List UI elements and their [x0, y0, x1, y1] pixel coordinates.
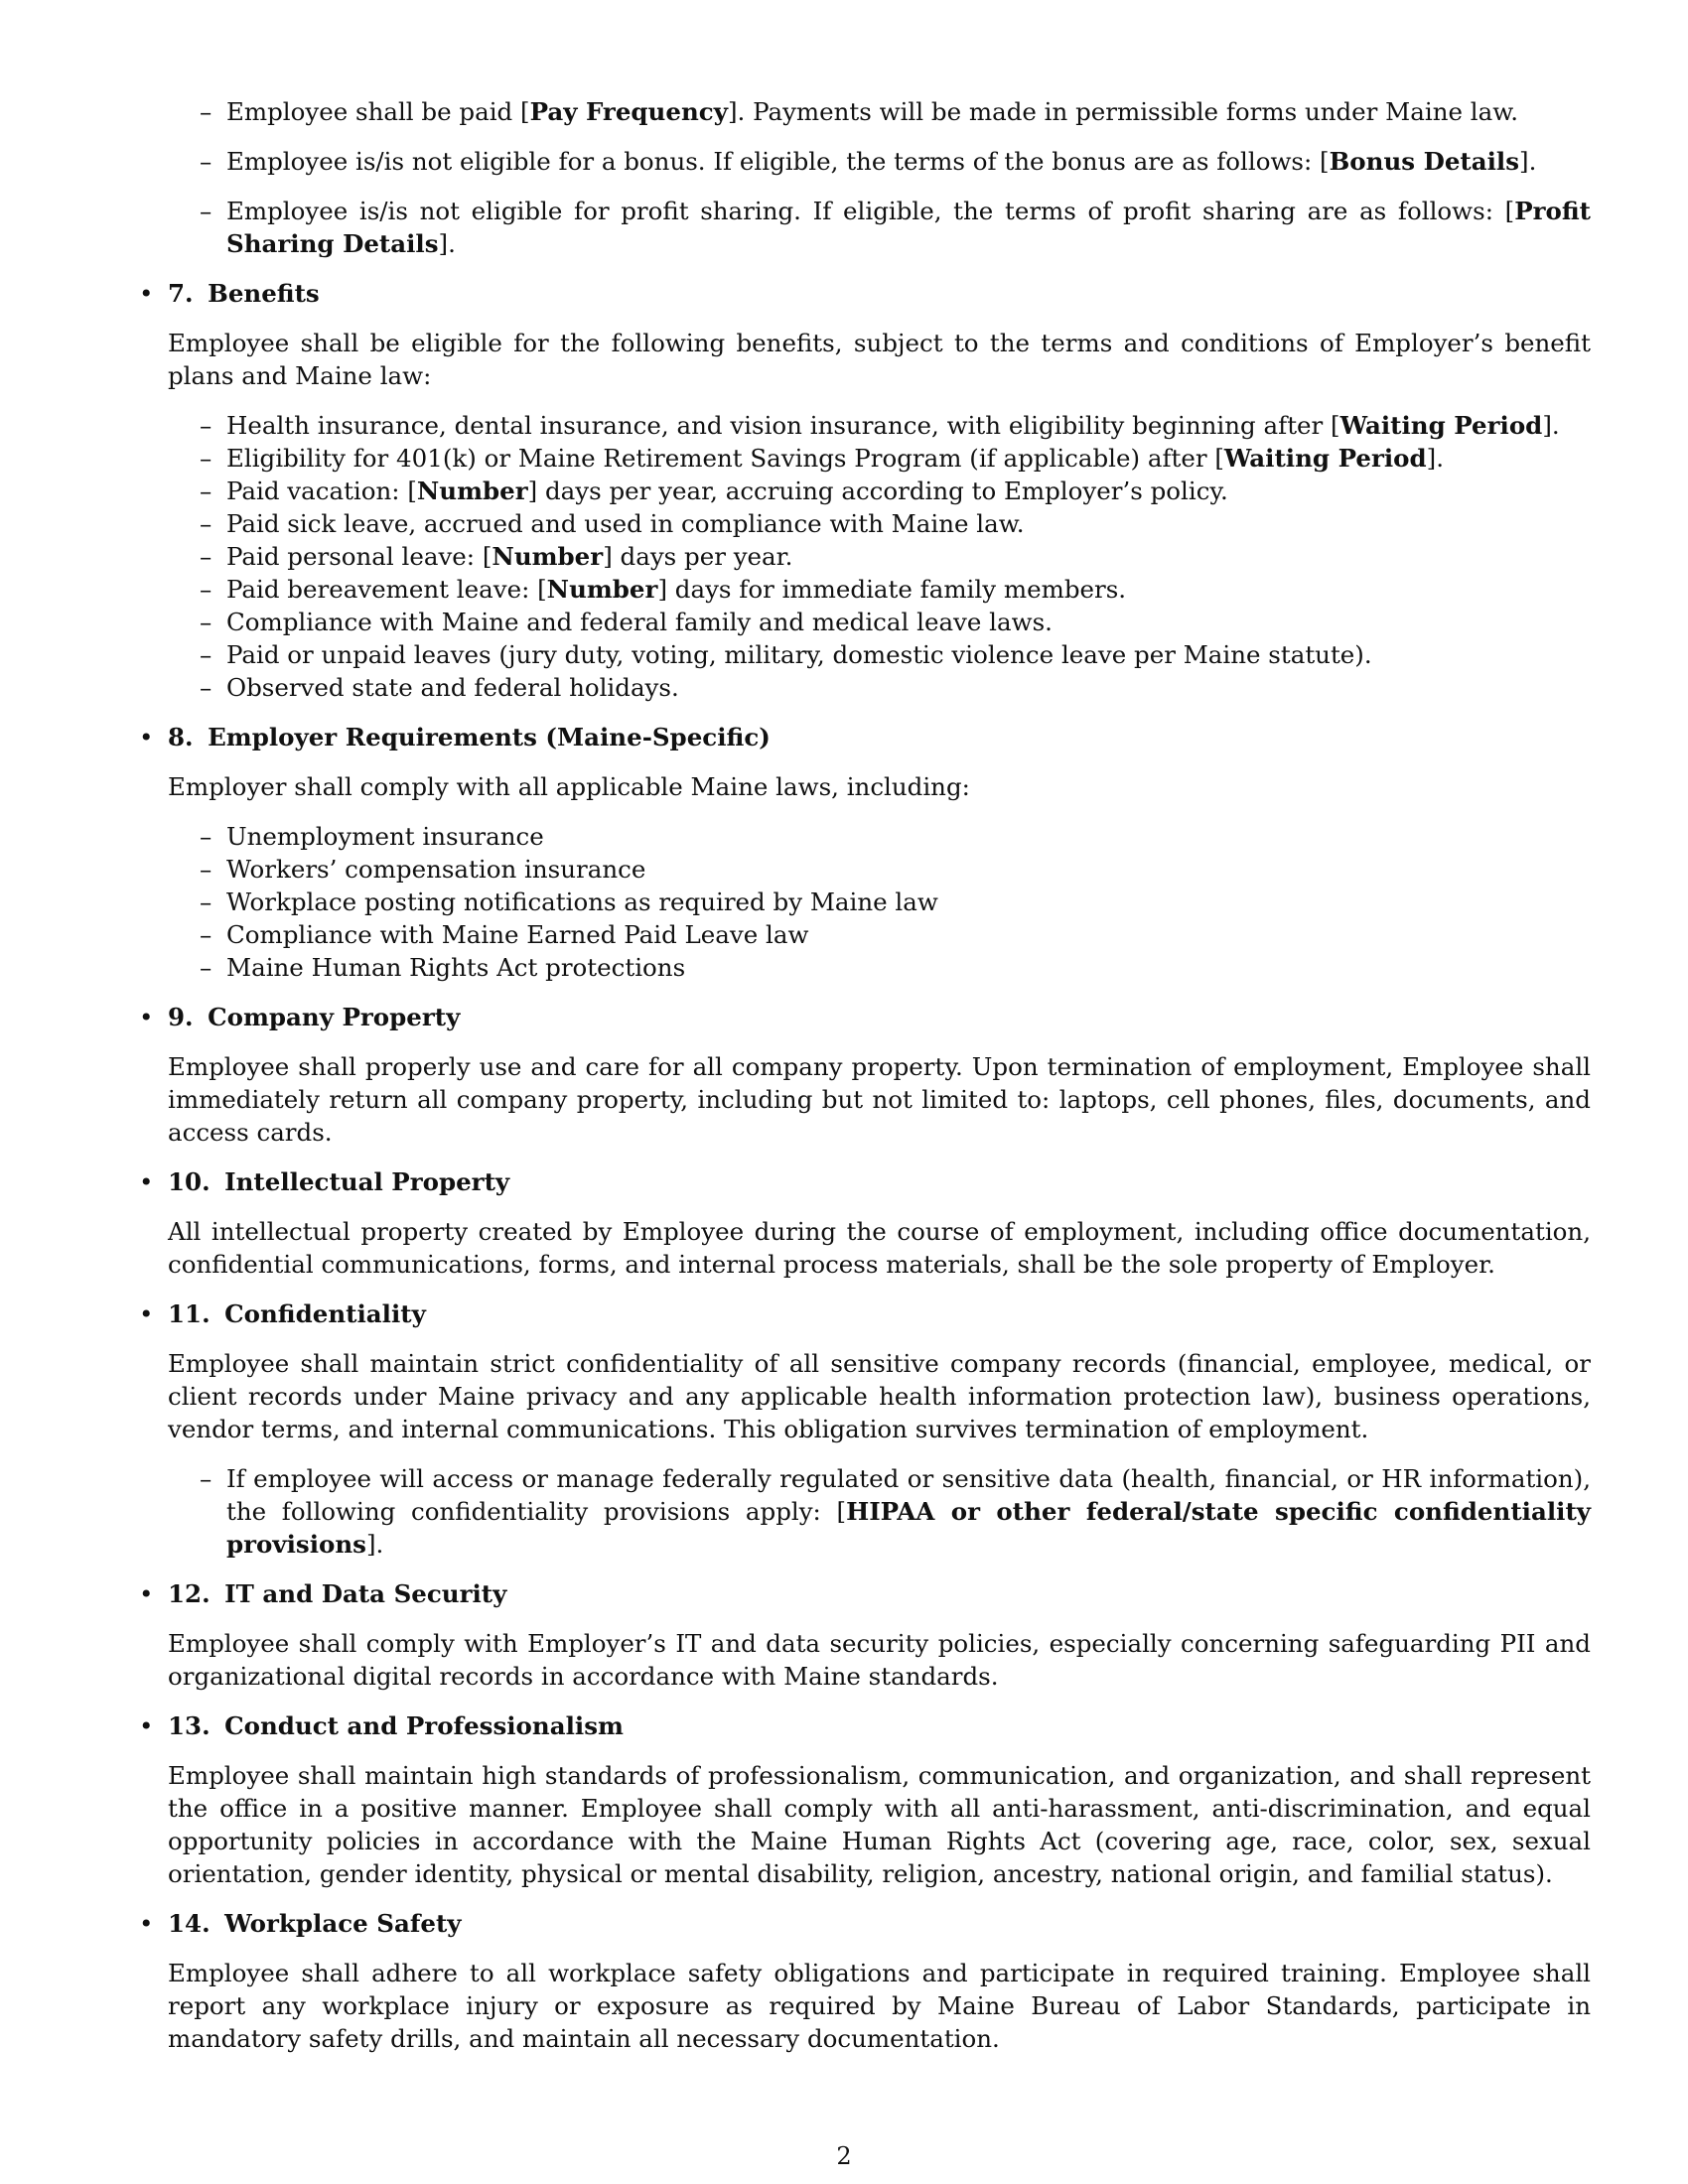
section-it-data-security — [139, 1577, 1591, 1693]
page-number: 2 — [836, 2142, 852, 2170]
section-employer-requirements — [139, 721, 1591, 984]
section-intro: Employee shall be eligible for the following benefits, subject to the terms and conditions of Employer’s benefit plans and Maine law: — [168, 329, 1591, 390]
section-conduct — [139, 1709, 1591, 1890]
section-body: Employee shall properly use and care for all company property. Upon termination of employment, Employee shall immediately return all company property, including but not limited to: laptops, cell phones, files, documents, and access cards. — [168, 1052, 1591, 1147]
list-item: – Employee shall be paid [Pay Frequency]. Payments will be made in permissible forms under Maine law. — [139, 95, 1591, 128]
list-item: – Health insurance, dental insurance, and vision insurance, with eligibility beginning after [Waiting Period]. — [139, 409, 1591, 442]
list-item: – Compliance with Maine Earned Paid Leave law — [139, 918, 1591, 951]
section-body: Employee shall maintain high standards of professionalism, communication, and organization, and shall represent the office in a positive manner. Employee shall comply with all anti-harassment, anti-discrimination, and equal opportunity policies in accordance with the Maine Human Rights Act (covering age, race, color, sex, sexual orientation, gender identity, physical or mental disability, religion, ancestry, national origin, and familial status). — [168, 1761, 1591, 1888]
section-heading: • 8. Employer Requirements (Maine-Specific) — [139, 721, 1591, 753]
page-content — [139, 95, 1591, 2072]
section-benefits — [139, 277, 1591, 704]
list-item: – Observed state and federal holidays. — [139, 671, 1591, 704]
section-body: Employee shall comply with Employer’s IT and data security policies, especially concerning safeguarding PII and organizational digital records in accordance with Maine standards. — [168, 1629, 1591, 1691]
section-intellectual-property — [139, 1165, 1591, 1281]
section-heading: • 9. Company Property — [139, 1001, 1591, 1033]
list-item: – If employee will access or manage federally regulated or sensitive data (health, financial, or HR information), the following confidentiality provisions apply: [HIPAA or other federal/state specific confidentiality provisions]. — [139, 1462, 1591, 1561]
section-confidentiality — [139, 1297, 1591, 1561]
list-item: – Paid bereavement leave: [Number] days for immediate family members. — [139, 573, 1591, 606]
list-item: – Unemployment insurance — [139, 820, 1591, 853]
requirements-list — [139, 820, 1591, 984]
list-item: – Paid sick leave, accrued and used in compliance with Maine law. — [139, 507, 1591, 540]
section-heading: • 7. Benefits — [139, 277, 1591, 310]
list-item: – Compliance with Maine and federal family and medical leave laws. — [139, 606, 1591, 638]
section-body: All intellectual property created by Employee during the course of employment, including office documentation, confidential communications, forms, and internal process materials, shall be the sole property of Employer. — [168, 1217, 1591, 1279]
list-item: – Paid personal leave: [Number] days per year. — [139, 540, 1591, 573]
compensation-continued-list — [139, 95, 1591, 260]
section-company-property — [139, 1001, 1591, 1149]
list-item: – Workplace posting notifications as required by Maine law — [139, 886, 1591, 918]
section-heading: • 10. Intellectual Property — [139, 1165, 1591, 1198]
section-body: Employee shall adhere to all workplace safety obligations and participate in required training. Employee shall report any workplace injury or exposure as required by Maine Bureau of Labor Standards, participate in mandatory safety drills, and maintain all necessary documentation. — [168, 1959, 1591, 2053]
section-body: Employee shall maintain strict confidentiality of all sensitive company records (financial, employee, medical, or client records under Maine privacy and any applicable health information protection law), business operations, vendor terms, and internal communications. This obligation survives termination of employment. — [168, 1349, 1591, 1443]
list-item: – Maine Human Rights Act protections — [139, 951, 1591, 984]
list-item: – Paid vacation: [Number] days per year, accruing according to Employer’s policy. — [139, 475, 1591, 507]
list-item: – Employee is/is not eligible for profit sharing. If eligible, the terms of profit sharing are as follows: [Profit Sharing Details]. — [139, 195, 1591, 260]
section-heading: • 13. Conduct and Professionalism — [139, 1709, 1591, 1742]
section-intro: Employer shall comply with all applicable Maine laws, including: — [168, 772, 970, 801]
section-heading: • 11. Confidentiality — [139, 1297, 1591, 1330]
section-heading: • 14. Workplace Safety — [139, 1907, 1591, 1940]
confidentiality-list — [139, 1462, 1591, 1561]
list-item: – Eligibility for 401(k) or Maine Retirement Savings Program (if applicable) after [Waiting Period]. — [139, 442, 1591, 475]
list-item: – Paid or unpaid leaves (jury duty, voting, military, domestic violence leave per Maine statute). — [139, 638, 1591, 671]
benefits-list — [139, 409, 1591, 704]
list-item: – Workers’ compensation insurance — [139, 853, 1591, 886]
section-workplace-safety — [139, 1907, 1591, 2055]
section-heading: • 12. IT and Data Security — [139, 1577, 1591, 1610]
list-item: – Employee is/is not eligible for a bonus. If eligible, the terms of the bonus are as follows: [Bonus Details]. — [139, 145, 1591, 178]
